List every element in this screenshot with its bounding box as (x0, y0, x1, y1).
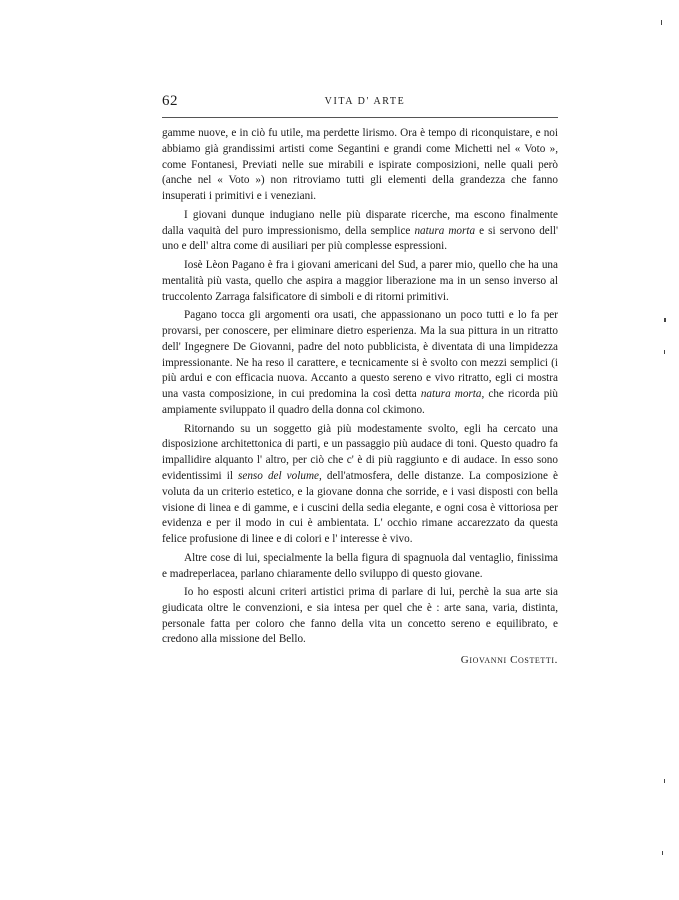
paragraph (162, 208, 558, 255)
paragraph (162, 585, 558, 648)
page-header (162, 93, 558, 119)
scan-mark (664, 318, 666, 322)
page-number: 62 (162, 93, 178, 109)
paragraph (162, 551, 558, 583)
text-run: e si servono dell' uno e dell' altra come di ausiliari per più complesse espressioni. (162, 224, 558, 253)
italic-phrase: senso del volume, (238, 469, 322, 482)
text-run: Pagano tocca gli argomenti ora usati, che appassionano un poco tutti e lo fa per provarsi, per conoscere, per eliminare dietro esperienza. Ma la sua pittura in un ritratto dell' Ingegnere De Giovanni, padre del noto pubblicista, è diventata di una limpidezza impressionante. Ne ha reso il carattere, e tecnicamente si è svolto con mezzi semplici (i più ardui e con efficacia nuova. Accanto a questo sereno e vivo ritratto, egli ci mostra una vasta composizione, in cui predomina la così detta (162, 309, 558, 401)
text-run: Io ho esposti alcuni criteri artistici prima di parlare di lui, perchè la sua arte sia giudicata oltre le convenzioni, e sia intesa per quel che è : arte sana, varia, distinta, personale fatta per coloro che fanno della vita un concetto sereno e equilibrato, e credono alla missione del Bello. (162, 586, 558, 646)
text-run: Iosè Lèon Pagano è fra i giovani americani del Sud, a parer mio, quello che ha una mentalità più vasta, quello che aspira a maggior liberazione ma in un senso inverso al truccolento Zarraga falsificatore di simboli e di ritorni primitivi. (162, 258, 558, 303)
text-run: gamme nuove, e in ciò fu utile, ma perdette lirismo. Ora è tempo di riconquistare, e noi abbiamo già grandissimi artisti come Segantini e grandi come Michetti nel « Voto », come Fontanesi, Previati nelle sue mirabili e ispirate composizioni, nelle quali però (anche nel « Voto ») non ritroviamo tutti gli elementi della grandezza che fanno insuperati i primitivi e i veneziani. (162, 127, 558, 203)
text-run: I giovani dunque indugiano nelle più disparate ricerche, ma escono finalmente dalla vaquità del puro impressionismo, della semplice (162, 208, 558, 237)
text-run: che ricorda più ampiamente sviluppato il quadro della donna col ckimono. (162, 388, 559, 416)
paragraph (162, 126, 558, 205)
scan-mark (662, 851, 663, 855)
paragraph (162, 422, 558, 548)
italic-phrase: natura morta, (420, 388, 485, 401)
text-run: dell'atmosfera, delle distanze. La composizione è voluta da un criterio estetico, e la giovane donna che sorride, e i vasi disposti con bella visione di linea e di gamme, e i cuscini della sedia elegante, e ogni cosa è vittoriosa per evidenza e per il modo in cui è ambientata. L' occhio rimane accarezzato da questa felice profusione di linee e di colori e l' interesse è vivo. (162, 469, 558, 546)
paragraph (162, 308, 558, 419)
author-signature: Giovanni Costetti. (460, 654, 558, 667)
scan-mark (661, 20, 662, 25)
running-head: VITA D' ARTE (324, 96, 406, 107)
article-body (162, 126, 558, 666)
paragraph (162, 258, 558, 305)
scan-mark (664, 779, 665, 783)
italic-phrase: natura morta (414, 224, 476, 237)
text-run: Ritornando su un soggetto già più modestamente svolto, egli ha cercato una disposizione architettonica di parti, e un passaggio più audace di toni. Questo quadro fa impallidire alquanto l' altro, per ciò che c' è di più raggiunto e di audace. In esso sono evidentissimi il (162, 422, 558, 482)
text-run: Altre cose di lui, specialmente la bella figura di spagnuola dal ventaglio, finissima e madreperlacea, parlano chiaramente dello sviluppo di questo giovane. (162, 551, 558, 580)
header-rule (162, 117, 558, 118)
scan-mark (664, 350, 665, 354)
